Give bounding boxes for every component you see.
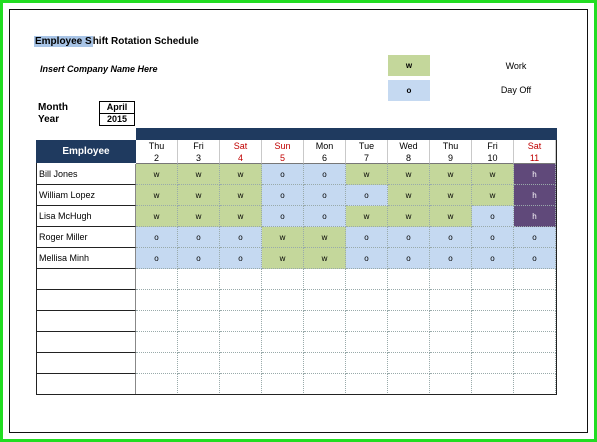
shift-cell[interactable]: w bbox=[178, 185, 220, 206]
shift-cell[interactable]: o bbox=[430, 227, 472, 248]
shift-cell[interactable]: o bbox=[178, 227, 220, 248]
day-date: 6 bbox=[321, 153, 327, 163]
shift-cell[interactable] bbox=[136, 290, 178, 311]
shift-cell[interactable]: w bbox=[178, 164, 220, 185]
shift-cell[interactable]: w bbox=[472, 164, 514, 185]
shift-cell[interactable]: o bbox=[472, 227, 514, 248]
shift-cell[interactable] bbox=[430, 290, 472, 311]
shift-cell[interactable] bbox=[472, 269, 514, 290]
shift-cell[interactable] bbox=[472, 311, 514, 332]
day-date: 4 bbox=[237, 153, 243, 163]
year-input[interactable]: 2015 bbox=[99, 113, 135, 126]
shift-cell[interactable]: w bbox=[430, 164, 472, 185]
shift-cell[interactable] bbox=[220, 353, 262, 374]
legend-work-label: Work bbox=[505, 61, 527, 71]
day-header bbox=[136, 140, 178, 164]
shift-cell[interactable] bbox=[514, 290, 556, 311]
day-date: 11 bbox=[529, 153, 540, 163]
shift-cell[interactable]: h bbox=[514, 164, 556, 185]
shift-cell[interactable] bbox=[472, 353, 514, 374]
shift-cell[interactable] bbox=[136, 311, 178, 332]
shift-cell[interactable] bbox=[220, 269, 262, 290]
shift-cell[interactable]: w bbox=[220, 164, 262, 185]
shift-cell[interactable]: o bbox=[472, 248, 514, 269]
shift-cell[interactable]: o bbox=[430, 248, 472, 269]
legend-dayoff-swatch: o bbox=[388, 80, 430, 101]
day-of-week: Mon bbox=[315, 141, 334, 151]
shift-cell[interactable] bbox=[178, 374, 220, 395]
shift-cell[interactable]: o bbox=[472, 206, 514, 227]
shift-cell[interactable] bbox=[178, 332, 220, 353]
shift-cell[interactable]: w bbox=[388, 164, 430, 185]
day-date: 10 bbox=[487, 153, 498, 163]
shift-cell[interactable] bbox=[220, 332, 262, 353]
shift-cell[interactable] bbox=[136, 332, 178, 353]
shift-cell[interactable]: w bbox=[136, 185, 178, 206]
shift-cell[interactable] bbox=[514, 269, 556, 290]
grid-left-border bbox=[36, 163, 37, 394]
day-header bbox=[304, 140, 346, 164]
day-date: 5 bbox=[279, 153, 285, 163]
grid-bottom-border bbox=[36, 394, 557, 395]
selected-cell-text[interactable]: Employee S bbox=[35, 36, 92, 47]
shift-cell[interactable] bbox=[514, 374, 556, 395]
shift-cell[interactable]: w bbox=[346, 164, 388, 185]
day-of-week: Fri bbox=[487, 141, 498, 151]
day-date: 7 bbox=[363, 153, 369, 163]
day-of-week: Fri bbox=[193, 141, 204, 151]
employee-name-cell[interactable] bbox=[36, 353, 136, 374]
shift-cell[interactable]: o bbox=[388, 227, 430, 248]
shift-cell[interactable]: w bbox=[430, 185, 472, 206]
shift-cell[interactable]: w bbox=[472, 185, 514, 206]
shift-cell[interactable]: o bbox=[304, 164, 346, 185]
shift-cell[interactable] bbox=[346, 311, 388, 332]
employee-name-cell[interactable] bbox=[36, 374, 136, 395]
shift-cell[interactable] bbox=[472, 332, 514, 353]
shift-cell[interactable] bbox=[472, 374, 514, 395]
shift-cell[interactable] bbox=[262, 374, 304, 395]
day-of-week: Sat bbox=[233, 141, 248, 151]
shift-cell[interactable] bbox=[178, 290, 220, 311]
header-bar bbox=[136, 128, 557, 140]
day-date: 2 bbox=[153, 153, 159, 163]
shift-cell[interactable] bbox=[430, 374, 472, 395]
shift-cell[interactable] bbox=[472, 290, 514, 311]
shift-cell[interactable] bbox=[178, 269, 220, 290]
shift-cell[interactable]: w bbox=[220, 206, 262, 227]
shift-cell[interactable] bbox=[346, 269, 388, 290]
shift-cell[interactable] bbox=[514, 311, 556, 332]
grid-right-border bbox=[556, 140, 557, 394]
shift-cell[interactable] bbox=[388, 269, 430, 290]
shift-cell[interactable]: w bbox=[136, 164, 178, 185]
shift-cell[interactable] bbox=[514, 353, 556, 374]
day-of-week: Sun bbox=[274, 141, 291, 151]
day-date: 3 bbox=[195, 153, 201, 163]
page-title bbox=[34, 36, 199, 47]
shift-cell[interactable] bbox=[430, 269, 472, 290]
day-header bbox=[514, 140, 556, 164]
year-label: Year bbox=[38, 114, 60, 125]
day-date: 8 bbox=[405, 153, 411, 163]
shift-cell[interactable] bbox=[388, 290, 430, 311]
employee-name-cell[interactable]: Lisa McHugh bbox=[36, 206, 136, 227]
shift-cell[interactable] bbox=[136, 353, 178, 374]
month-input[interactable]: April bbox=[99, 101, 135, 114]
shift-cell[interactable] bbox=[136, 374, 178, 395]
shift-cell[interactable] bbox=[430, 353, 472, 374]
shift-cell[interactable] bbox=[430, 311, 472, 332]
shift-cell[interactable]: h bbox=[514, 206, 556, 227]
shift-cell[interactable]: o bbox=[346, 248, 388, 269]
shift-cell[interactable]: w bbox=[388, 206, 430, 227]
shift-cell[interactable] bbox=[304, 332, 346, 353]
shift-cell[interactable] bbox=[262, 290, 304, 311]
day-header bbox=[262, 140, 304, 164]
day-header bbox=[430, 140, 472, 164]
shift-cell[interactable] bbox=[262, 311, 304, 332]
title-rest: hift Rotation Schedule bbox=[92, 36, 199, 47]
shift-cell[interactable] bbox=[388, 332, 430, 353]
shift-cell[interactable] bbox=[346, 290, 388, 311]
shift-cell[interactable] bbox=[262, 353, 304, 374]
day-of-week: Thu bbox=[148, 141, 165, 151]
day-header bbox=[472, 140, 514, 164]
shift-cell[interactable] bbox=[220, 374, 262, 395]
shift-cell[interactable]: w bbox=[262, 227, 304, 248]
shift-cell[interactable] bbox=[304, 374, 346, 395]
day-of-week: Sat bbox=[527, 141, 542, 151]
day-of-week: Tue bbox=[358, 141, 375, 151]
shift-cell[interactable] bbox=[304, 311, 346, 332]
shift-cell[interactable] bbox=[262, 332, 304, 353]
shift-cell[interactable] bbox=[262, 269, 304, 290]
shift-cell[interactable] bbox=[304, 353, 346, 374]
shift-cell[interactable]: o bbox=[346, 227, 388, 248]
shift-cell[interactable]: o bbox=[388, 248, 430, 269]
employee-column-header: Employee bbox=[36, 140, 136, 163]
shift-cell[interactable] bbox=[430, 332, 472, 353]
legend-work-swatch: w bbox=[388, 55, 430, 76]
shift-cell[interactable]: o bbox=[304, 185, 346, 206]
employee-name-cell[interactable] bbox=[36, 290, 136, 311]
shift-cell[interactable]: w bbox=[220, 185, 262, 206]
shift-cell[interactable] bbox=[514, 332, 556, 353]
shift-cell[interactable] bbox=[220, 311, 262, 332]
employee-name-cell[interactable]: Roger Miller bbox=[36, 227, 136, 248]
shift-cell[interactable]: h bbox=[514, 185, 556, 206]
shift-cell[interactable]: w bbox=[304, 227, 346, 248]
shift-cell[interactable]: w bbox=[178, 206, 220, 227]
shift-cell[interactable]: w bbox=[304, 248, 346, 269]
shift-cell[interactable]: w bbox=[346, 206, 388, 227]
employee-name-cell[interactable]: Bill Jones bbox=[36, 164, 136, 185]
shift-cell[interactable]: o bbox=[262, 164, 304, 185]
day-header bbox=[220, 140, 262, 164]
shift-cell[interactable]: w bbox=[262, 248, 304, 269]
day-header bbox=[178, 140, 220, 164]
shift-cell[interactable] bbox=[136, 269, 178, 290]
day-of-week: Thu bbox=[442, 141, 459, 151]
shift-cell[interactable] bbox=[220, 290, 262, 311]
shift-cell[interactable] bbox=[346, 374, 388, 395]
month-label: Month bbox=[38, 102, 68, 113]
shift-cell[interactable] bbox=[388, 374, 430, 395]
shift-cell[interactable]: o bbox=[346, 185, 388, 206]
shift-cell[interactable]: w bbox=[136, 206, 178, 227]
legend-dayoff-label: Day Off bbox=[500, 85, 532, 95]
shift-cell[interactable] bbox=[346, 353, 388, 374]
shift-cell[interactable]: o bbox=[304, 206, 346, 227]
shift-cell[interactable]: w bbox=[388, 185, 430, 206]
employee-name-cell[interactable] bbox=[36, 311, 136, 332]
shift-cell[interactable]: o bbox=[262, 185, 304, 206]
company-name-placeholder[interactable]: Insert Company Name Here bbox=[40, 64, 158, 74]
shift-cell[interactable]: o bbox=[220, 248, 262, 269]
shift-cell[interactable]: o bbox=[262, 206, 304, 227]
employee-name-cell[interactable]: William Lopez bbox=[36, 185, 136, 206]
shift-cell[interactable] bbox=[178, 353, 220, 374]
shift-cell[interactable] bbox=[388, 311, 430, 332]
day-header bbox=[388, 140, 430, 164]
employee-name-cell[interactable] bbox=[36, 332, 136, 353]
shift-cell[interactable]: o bbox=[136, 248, 178, 269]
employee-name-cell[interactable] bbox=[36, 269, 136, 290]
shift-cell[interactable]: o bbox=[178, 248, 220, 269]
shift-cell[interactable] bbox=[178, 311, 220, 332]
shift-cell[interactable] bbox=[304, 269, 346, 290]
shift-cell[interactable]: o bbox=[220, 227, 262, 248]
day-date: 9 bbox=[447, 153, 453, 163]
shift-cell[interactable]: w bbox=[430, 206, 472, 227]
shift-cell[interactable]: o bbox=[136, 227, 178, 248]
shift-cell[interactable] bbox=[346, 332, 388, 353]
day-header bbox=[346, 140, 388, 164]
shift-cell[interactable] bbox=[304, 290, 346, 311]
shift-cell[interactable] bbox=[388, 353, 430, 374]
day-of-week: Wed bbox=[399, 141, 418, 151]
shift-cell[interactable]: o bbox=[514, 248, 556, 269]
employee-name-cell[interactable]: Mellisa Minh bbox=[36, 248, 136, 269]
shift-cell[interactable]: o bbox=[514, 227, 556, 248]
